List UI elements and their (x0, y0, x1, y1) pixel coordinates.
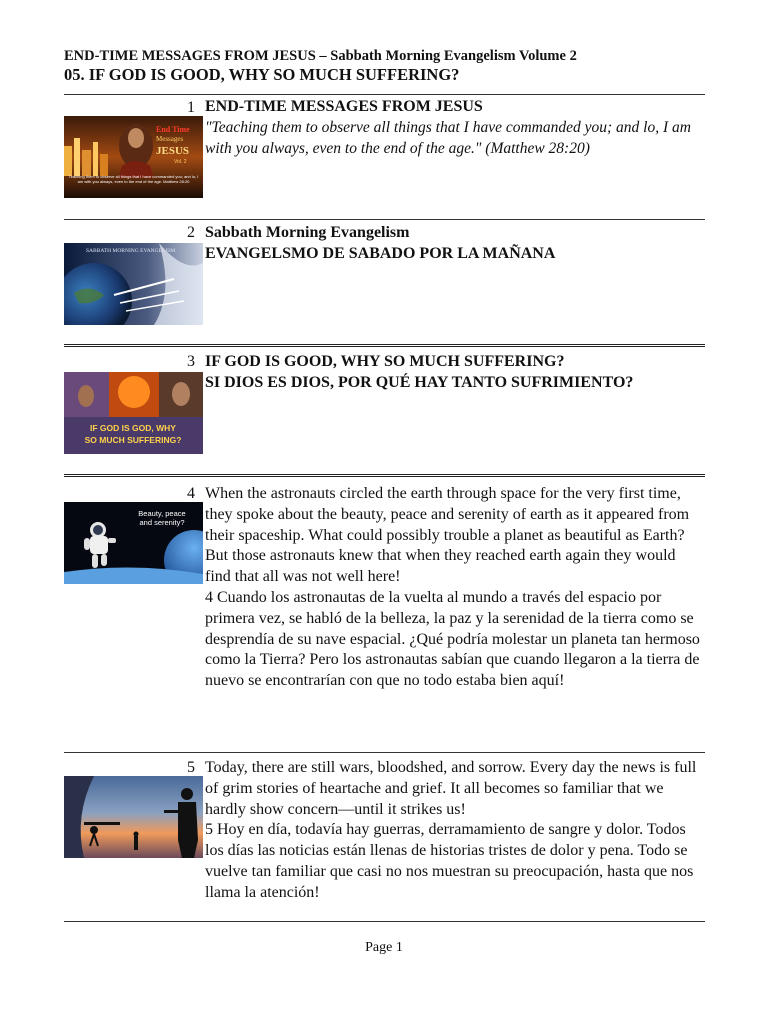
image-text: End Time (156, 125, 190, 134)
divider (64, 921, 705, 922)
series-title: END-TIME MESSAGES FROM JESUS – Sabbath Morning Evangelism Volume 2 (64, 48, 577, 64)
suffering-collage-image (64, 372, 203, 454)
image-text: JESUS (156, 145, 190, 157)
slide-title: END-TIME MESSAGES FROM JESUS (205, 98, 483, 115)
english-paragraph: When the astronauts circled the earth through space for the very first time, they spoke about the beauty, peace and serenity of earth as it appeared from their spaceship. What could possibly trouble a planet as beautiful as Earth? But those astronauts knew that when they reached earth again they would find that all was not well here! (205, 485, 690, 586)
divider (64, 344, 705, 347)
astronaut-earth-image (64, 502, 203, 584)
jesus-city-image (64, 116, 203, 198)
image-caption: Teaching them to observe all things that I have commanded you; and lo, I am with you always, even to the end of the age. Matthew 28:20 (68, 174, 199, 184)
slide-5-text (205, 758, 705, 904)
slide-thumbnail-3 (64, 372, 203, 454)
soldiers-sunset-image (64, 776, 203, 858)
image-text: SO MUCH SUFFERING? (84, 435, 182, 445)
slide-subtitle: SI DIOS ES DIOS, POR QUÉ HAY TANTO SUFRIMIENTO? (205, 373, 634, 391)
divider (64, 474, 705, 477)
lesson-title: 05. IF GOD IS GOOD, WHY SO MUCH SUFFERING? (64, 65, 460, 84)
image-text: Messages (156, 135, 184, 143)
slide-4-text (205, 484, 705, 692)
slide-thumbnail-2 (64, 243, 203, 325)
slide-thumbnail-1 (64, 116, 203, 198)
image-text: Beauty, peace (138, 509, 186, 518)
image-text: IF GOD IS GOD, WHY (90, 423, 176, 433)
spanish-paragraph: 5 Hoy en día, todavía hay guerras, derramamiento de sangre y dolor. Todos los días las noticias están llenas de historias tristes de dolor y pena. Todo se vuelve tan familiar que casi no nos muestran su preocupación, hasta que nos llama la atención! (205, 821, 694, 901)
image-text: and serenity? (139, 518, 185, 527)
document-header (64, 47, 714, 85)
slide-title: IF GOD IS GOOD, WHY SO MUCH SUFFERING? (205, 353, 565, 370)
slide-number: 3 (187, 353, 195, 370)
slide-thumbnail-5 (64, 776, 203, 858)
slide-number: 2 (187, 224, 195, 241)
slide-number: 1 (187, 99, 195, 116)
slide-3-text (205, 352, 705, 394)
spanish-paragraph: 4 Cuando los astronautas de la vuelta al mundo a través del espacio por primera vez, se habló de la belleza, la paz y la serenidad de la tierra como se desprendía de su nave espacial. ¿Qué podría molestar un planeta tan hermoso como la Tierra? Pero los astronautas sabían que cuando llegaron a la tierra de nuevo se encontrarían con que no todo estaba bien aquí! (205, 588, 700, 690)
slide-thumbnail-4 (64, 502, 203, 584)
slide-subtitle: EVANGELSMO DE SABADO POR LA MAÑANA (205, 244, 556, 262)
divider (64, 219, 705, 220)
divider (64, 94, 705, 95)
earth-comets-image (64, 243, 203, 325)
slide-2-text (205, 223, 705, 265)
divider (64, 752, 705, 753)
english-paragraph: Today, there are still wars, bloodshed, and sorrow. Every day the news is full of grim stories of heartache and grief. It all becomes so familiar that we hardly show concern—until it strikes us! (205, 759, 697, 818)
image-text: Vol. 2 (174, 159, 187, 165)
page-number: Page 1 (365, 940, 403, 955)
slide-title: Sabbath Morning Evangelism (205, 224, 410, 241)
scripture-quote: "Teaching them to observe all things that I have commanded you; and lo, I am with you always, even to the end of the age." (Matthew 28:20) (205, 118, 691, 157)
slide-number: 5 (187, 759, 195, 776)
image-text: SABBATH MORNING EVANGELISM (86, 248, 176, 254)
slide-1-text (205, 97, 705, 159)
slide-number: 4 (187, 485, 195, 502)
